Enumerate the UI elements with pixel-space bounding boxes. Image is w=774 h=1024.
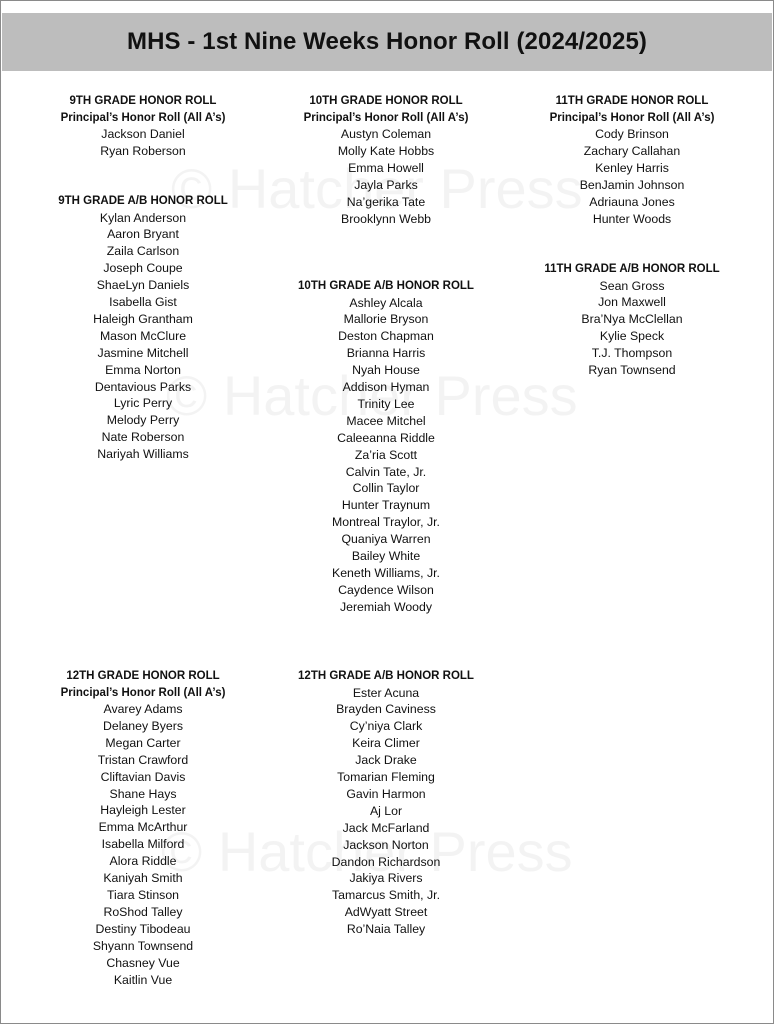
student-name: Keneth Williams, Jr.	[332, 566, 440, 580]
student-name: Emma Howell	[348, 160, 424, 175]
grade10-honor-roll	[261, 93, 511, 227]
student-name: Isabella Milford	[101, 837, 185, 852]
student-name: Kylie Speck	[599, 329, 665, 344]
student-name: Ryan Roberson	[100, 143, 186, 158]
student-name: Dandon Richardson	[331, 854, 441, 869]
student-name: Isabella Gist	[109, 295, 177, 310]
student-name: Quaniya Warren	[341, 532, 431, 547]
student-name: Bailey White	[351, 549, 421, 564]
grade10-ab-honor-roll	[261, 278, 511, 616]
student-name: Addison Hyman	[342, 380, 430, 395]
title-banner	[2, 13, 772, 71]
section-subheading: Principal’s Honor Roll (All A’s)	[60, 111, 226, 124]
student-name: Brianna Harris	[346, 346, 426, 361]
student-name: Adriauna Jones	[589, 194, 675, 209]
section-subheading: Principal’s Honor Roll (All A’s)	[303, 111, 469, 124]
section-heading: 12TH GRADE A/B HONOR ROLL	[298, 670, 474, 682]
student-name: Jasmine Mitchell	[97, 345, 189, 360]
section-heading: 11TH GRADE HONOR ROLL	[555, 95, 709, 107]
student-name: Deston Chapman	[338, 329, 434, 344]
student-name: Jon Maxwell	[598, 295, 666, 310]
student-name: Alora Riddle	[109, 854, 177, 869]
student-name: T.J. Thompson	[591, 346, 673, 361]
student-name: Jack McFarland	[342, 820, 430, 835]
name-list	[18, 210, 268, 464]
student-name: Mallorie Bryson	[343, 312, 429, 327]
grade12-honor-roll	[18, 668, 268, 988]
student-name: Collin Taylor	[352, 481, 420, 496]
grade11-honor-roll	[507, 93, 757, 227]
student-name: Macee Mitchel	[346, 413, 426, 428]
student-name: Ashley Alcala	[349, 295, 423, 310]
name-list	[261, 295, 511, 616]
student-name: Cy’niya Clark	[349, 719, 423, 734]
student-name: Caydence Wilson	[338, 582, 434, 597]
name-list	[18, 126, 268, 160]
student-name: ShaeLyn Daniels	[96, 278, 190, 293]
student-name: Zachary Callahan	[583, 143, 681, 158]
grade12-ab-honor-roll	[261, 668, 511, 938]
student-name: Chasney Vue	[106, 955, 180, 970]
name-list	[261, 126, 511, 227]
student-name: Montreal Traylor, Jr.	[332, 515, 440, 530]
student-name: Tiara Stinson	[107, 887, 179, 902]
student-name: Hunter Traynum	[341, 498, 431, 513]
student-name: Za’ria Scott	[354, 447, 418, 462]
student-name: Bra’Nya McClellan	[581, 312, 683, 327]
student-name: Jackson Daniel	[101, 127, 185, 141]
name-list	[507, 278, 757, 379]
student-name: Trinity Lee	[357, 396, 415, 411]
student-name: Ryan Townsend	[588, 363, 676, 378]
grade11-ab-honor-roll	[507, 261, 757, 379]
student-name: Aaron Bryant	[107, 227, 179, 242]
student-name: Shyann Townsend	[92, 938, 194, 953]
student-name: Delaney Byers	[103, 718, 183, 733]
student-name: Sean Gross	[599, 278, 665, 293]
student-name: Nyah House	[352, 363, 420, 378]
student-name: Keira Climer	[352, 736, 420, 751]
student-name: Shane Hays	[109, 786, 177, 801]
name-list	[261, 685, 511, 939]
student-name: Ro’Naia Talley	[346, 922, 426, 937]
section-heading: 9TH GRADE HONOR ROLL	[69, 95, 217, 107]
student-name: Avarey Adams	[103, 702, 183, 716]
student-name: Kenley Harris	[595, 160, 669, 175]
student-name: Joseph Coupe	[103, 261, 183, 276]
student-name: Mason McClure	[99, 328, 187, 343]
student-name: Tristan Crawford	[97, 752, 189, 767]
student-name: Aj Lor	[369, 803, 403, 818]
section-subheading: Principal’s Honor Roll (All A’s)	[549, 111, 715, 124]
student-name: Na’gerika Tate	[346, 194, 426, 209]
student-name: Nariyah Williams	[97, 447, 189, 462]
student-name: Dentavious Parks	[94, 379, 192, 394]
student-name: Nate Roberson	[101, 430, 185, 445]
student-name: Melody Perry	[106, 413, 180, 428]
student-name: Brayden Caviness	[336, 702, 436, 717]
student-name: Destiny Tibodeau	[95, 921, 191, 936]
student-name: RoShod Talley	[103, 904, 183, 919]
student-name: Jack Drake	[355, 753, 417, 768]
name-list	[18, 701, 268, 988]
student-name: Tamarcus Smith, Jr.	[332, 888, 440, 903]
section-heading: 10TH GRADE HONOR ROLL	[309, 95, 463, 107]
student-name: AdWyatt Street	[344, 905, 428, 920]
student-name: Hayleigh Lester	[100, 803, 186, 818]
student-name: Jayla Parks	[354, 177, 418, 192]
section-heading: 9TH GRADE A/B HONOR ROLL	[58, 195, 228, 207]
student-name: Tomarian Fleming	[337, 770, 435, 785]
student-name: Calvin Tate, Jr.	[345, 464, 427, 479]
section-heading: 12TH GRADE HONOR ROLL	[66, 670, 220, 682]
student-name: Lyric Perry	[113, 396, 173, 411]
student-name: Megan Carter	[105, 735, 181, 750]
student-name: Emma Norton	[105, 362, 181, 377]
student-name: Cliftavian Davis	[100, 769, 186, 784]
student-name: Kaitlin Vue	[113, 972, 173, 987]
student-name: Ester Acuna	[352, 685, 420, 700]
student-name: Jakiya Rivers	[349, 871, 423, 886]
student-name: Haleigh Grantham	[93, 311, 193, 326]
section-subheading: Principal’s Honor Roll (All A’s)	[60, 686, 226, 699]
student-name: BenJamin Johnson	[579, 177, 685, 192]
student-name: Kylan Anderson	[99, 210, 187, 225]
student-name: Brooklynn Webb	[341, 211, 431, 226]
student-name: Kaniyah Smith	[103, 871, 183, 886]
student-name: Hunter Woods	[592, 211, 672, 226]
student-name: Austyn Coleman	[340, 127, 432, 141]
student-name: Caleeanna Riddle	[337, 430, 435, 445]
grade9-honor-roll	[18, 93, 268, 160]
page-title: MHS - 1st Nine Weeks Honor Roll (2024/2025)	[126, 28, 648, 55]
section-heading: 10TH GRADE A/B HONOR ROLL	[298, 280, 474, 292]
section-heading: 11TH GRADE A/B HONOR ROLL	[544, 263, 720, 275]
name-list	[507, 126, 757, 227]
student-name: Gavin Harmon	[346, 786, 426, 801]
student-name: Jeremiah Woody	[339, 599, 433, 614]
student-name: Emma McArthur	[98, 820, 188, 835]
student-name: Jackson Norton	[343, 837, 429, 852]
student-name: Zaila Carlson	[106, 244, 180, 259]
student-name: Cody Brinson	[595, 127, 669, 141]
grade9-ab-honor-roll	[18, 193, 268, 463]
student-name: Molly Kate Hobbs	[337, 143, 435, 158]
